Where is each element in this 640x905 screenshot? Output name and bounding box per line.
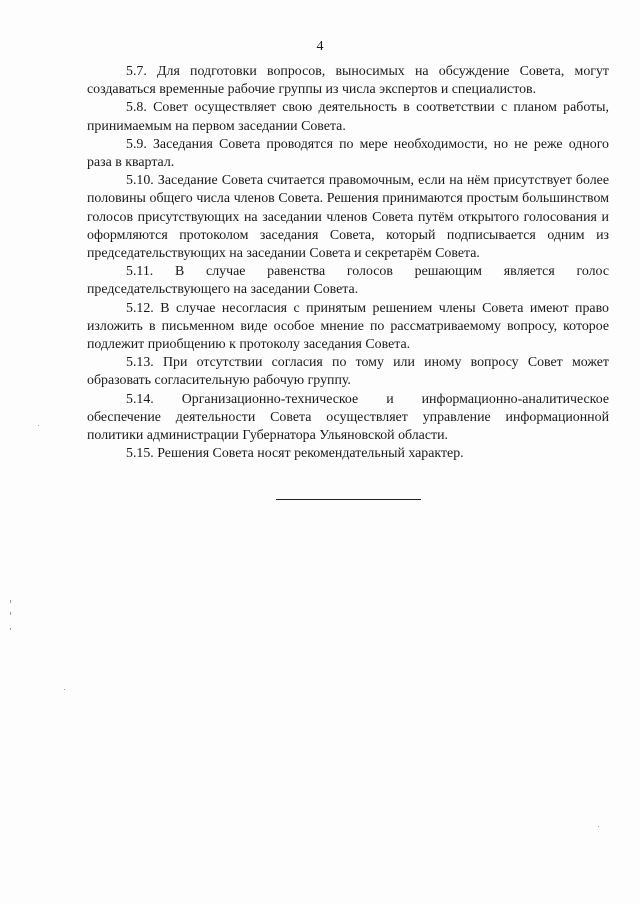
scan-speck xyxy=(10,600,11,603)
paragraph-5-13: 5.13. При отсутствии согласия по тому или иному вопросу Совет может образовать согласительную рабочую группу. xyxy=(87,355,609,389)
paragraph-5-9: 5.9. Заседания Совета проводятся по мере необходимости, но не реже одного раза в квартал. xyxy=(87,136,609,171)
paragraph-5-11: 5.11. В случае равенства голосов решающим является голос председательствующего на заседании Совета. xyxy=(87,264,609,298)
scan-speck xyxy=(10,628,11,630)
document-body xyxy=(87,63,609,463)
scan-speck xyxy=(38,425,39,426)
paragraph-5-8: 5.8. Совет осуществляет свою деятельность в соответствии с планом работы, принимаемым на первом заседании Совета. xyxy=(87,100,609,134)
paragraph-5-12: 5.12. В случае несогласия с принятым решением члены Совета имеют право изложить в письменном виде особое мнение по рассматриваемому вопросу, которое подлежит приобщению к протоколу заседания Совета. xyxy=(87,300,609,353)
paragraph-5-15: 5.15. Решения Совета носят рекомендательный характер. xyxy=(126,446,464,462)
scan-speck xyxy=(598,826,599,827)
end-divider-line xyxy=(276,499,421,500)
paragraph-5-7: 5.7. Для подготовки вопросов, выносимых на обсуждение Совета, могут создаваться временные рабочие группы из числа экспертов и специалистов. xyxy=(87,64,609,98)
paragraph-5-10: 5.10. Заседание Совета считается правомочным, если на нём присутствует более половины общего числа членов Совета. Решения принимаются простым большинством голосов присутствующих на заседании членов Совета путём открытого голосования и оформляются протоколом заседания Совета, который подписывается одним из председательствующих на заседании Совета и секретарём Совета. xyxy=(87,173,609,262)
scan-speck xyxy=(64,689,65,690)
scan-speck xyxy=(10,612,11,615)
page-number: 4 xyxy=(316,39,324,54)
paragraph-5-14: 5.14. Организационно-техническое и информационно-аналитическое обеспечение деятельности Совета осуществляет управление информационной политики администрации Губернатора Ульяновской области. xyxy=(87,391,609,444)
